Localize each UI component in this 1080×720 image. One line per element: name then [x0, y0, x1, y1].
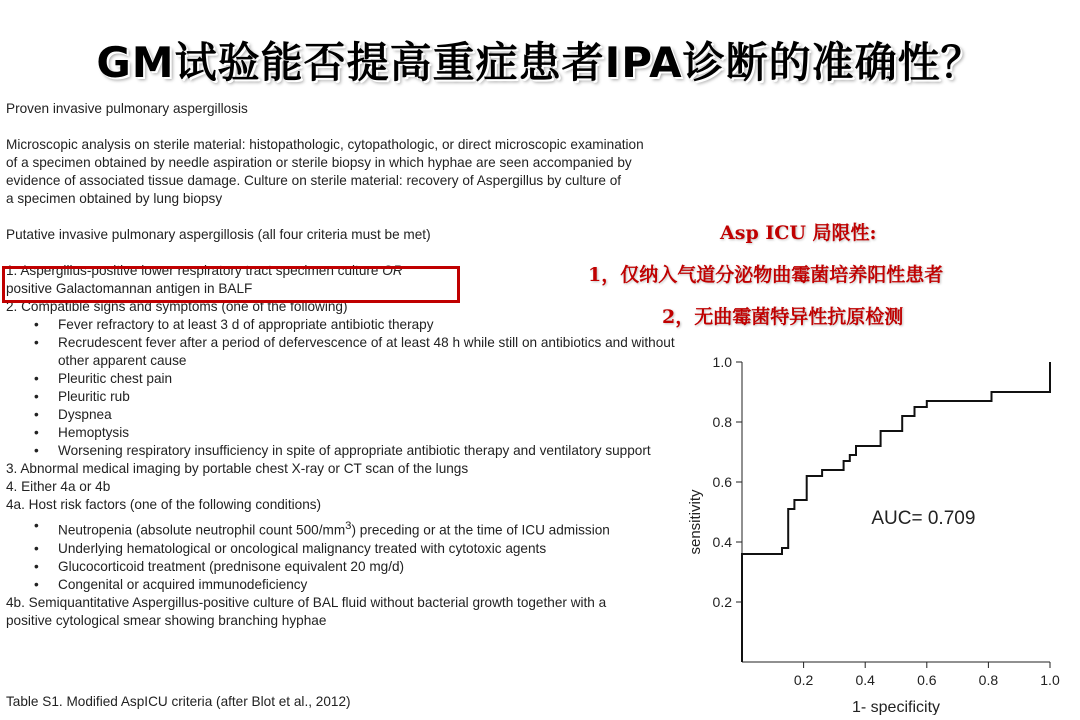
criterion-3: 3. Abnormal medical imaging by portable chest X-ray or CT scan of the lungs — [6, 461, 469, 476]
limitation-point-1: 1，仅纳入气道分泌物曲霉菌培养阳性患者 — [588, 264, 944, 286]
x-axis-label: 1- specificity — [851, 699, 941, 715]
y-tick-label: 0.4 — [712, 534, 732, 550]
list-item: • Fever refractory to at least 3 d of appropriate antibiotic therapy — [6, 316, 706, 334]
list-item: • Recrudescent fever after a period of defervescence of at least 48 h while still on antibiotics and without other apparent cause — [6, 334, 706, 370]
y-tick-label: 0.6 — [712, 474, 732, 490]
auc-annotation: AUC= 0.709 — [871, 508, 976, 529]
risk-factor-list — [6, 517, 706, 594]
list-item: • Hemoptysis — [6, 424, 706, 442]
symptom-list — [6, 316, 706, 460]
table-caption: Table S1. Modified AspICU criteria (after Blot et al., 2012) — [6, 694, 351, 709]
x-tick-label: 0.8 — [978, 672, 999, 688]
criterion-4b-continued: positive cytological smear showing branching hyphae — [6, 612, 327, 628]
page-title: GM试验能否提高重症患者IPA诊断的准确性？ — [96, 38, 984, 87]
list-item: • Congenital or acquired immunodeficiency — [6, 576, 706, 594]
proven-line: evidence of associated tissue damage. Culture on sterile material: recovery of Aspergillus by culture of — [6, 173, 622, 188]
neutropenia-text-end: ) preceding or at the time of ICU admission — [351, 522, 610, 538]
criterion-4a: 4a. Host risk factors (one of the following conditions) — [6, 497, 322, 512]
y-axis-label: sensitivity — [687, 489, 704, 555]
proven-line: a specimen obtained by lung biopsy — [6, 191, 223, 206]
list-item: • Worsening respiratory insufficiency in spite of appropriate antibiotic therapy and ventilatory support — [6, 442, 706, 460]
criterion-4b: 4b. Semiquantitative Aspergillus-positive culture of BAL fluid without bacterial growth together with a — [6, 594, 607, 610]
limitations-heading: Asp ICU 局限性: — [720, 222, 877, 244]
putative-heading: Putative invasive pulmonary aspergillosis (all four criteria must be met) — [6, 227, 431, 242]
x-tick-label: 0.6 — [917, 672, 937, 688]
y-tick-label: 0.8 — [712, 414, 732, 430]
proven-line: Microscopic analysis on sterile material: histopathologic, cytopathologic, or direct microscopic examination — [6, 137, 644, 152]
list-item: • Pleuritic rub — [6, 388, 706, 406]
criterion-1-highlight-box — [2, 266, 460, 303]
roc-chart — [680, 350, 1070, 715]
list-item: • Glucocorticoid treatment (prednisone equivalent 20 mg/d) — [6, 558, 706, 576]
x-tick-label: 0.4 — [855, 672, 875, 688]
x-tick-label: 0.2 — [793, 672, 814, 688]
x-tick-label: 1.0 — [1040, 672, 1060, 688]
criterion-2: 2. Compatible signs and symptoms (one of the following) — [6, 299, 348, 314]
list-item: • Pleuritic chest pain — [6, 370, 706, 388]
limitation-point-2: 2，无曲霉菌特异性抗原检测 — [662, 306, 904, 328]
list-item — [6, 517, 706, 540]
list-item: • Dyspnea — [6, 406, 706, 424]
criterion-1-continued: positive Galactomannan antigen in BALF — [6, 281, 253, 296]
criterion-4: 4. Either 4a or 4b — [6, 479, 111, 494]
neutropenia-text: Neutropenia (absolute neutrophil count 500/mm — [58, 522, 346, 538]
y-tick-label: 1.0 — [712, 354, 732, 370]
criterion-1-text: 1. Aspergillus-positive lower respiratory tract specimen culture — [6, 263, 383, 278]
criterion-1-or: OR — [382, 263, 403, 278]
criteria-document — [6, 100, 706, 630]
y-tick-label: 0.2 — [712, 594, 732, 610]
list-item: • Underlying hematological or oncological malignancy treated with cytotoxic agents — [6, 540, 706, 558]
neutropenia-exponent: 3 — [345, 520, 352, 532]
proven-line: of a specimen obtained by needle aspiration or sterile biopsy in which hyphae are seen accompanied by — [6, 155, 632, 170]
proven-heading: Proven invasive pulmonary aspergillosis — [6, 101, 248, 116]
